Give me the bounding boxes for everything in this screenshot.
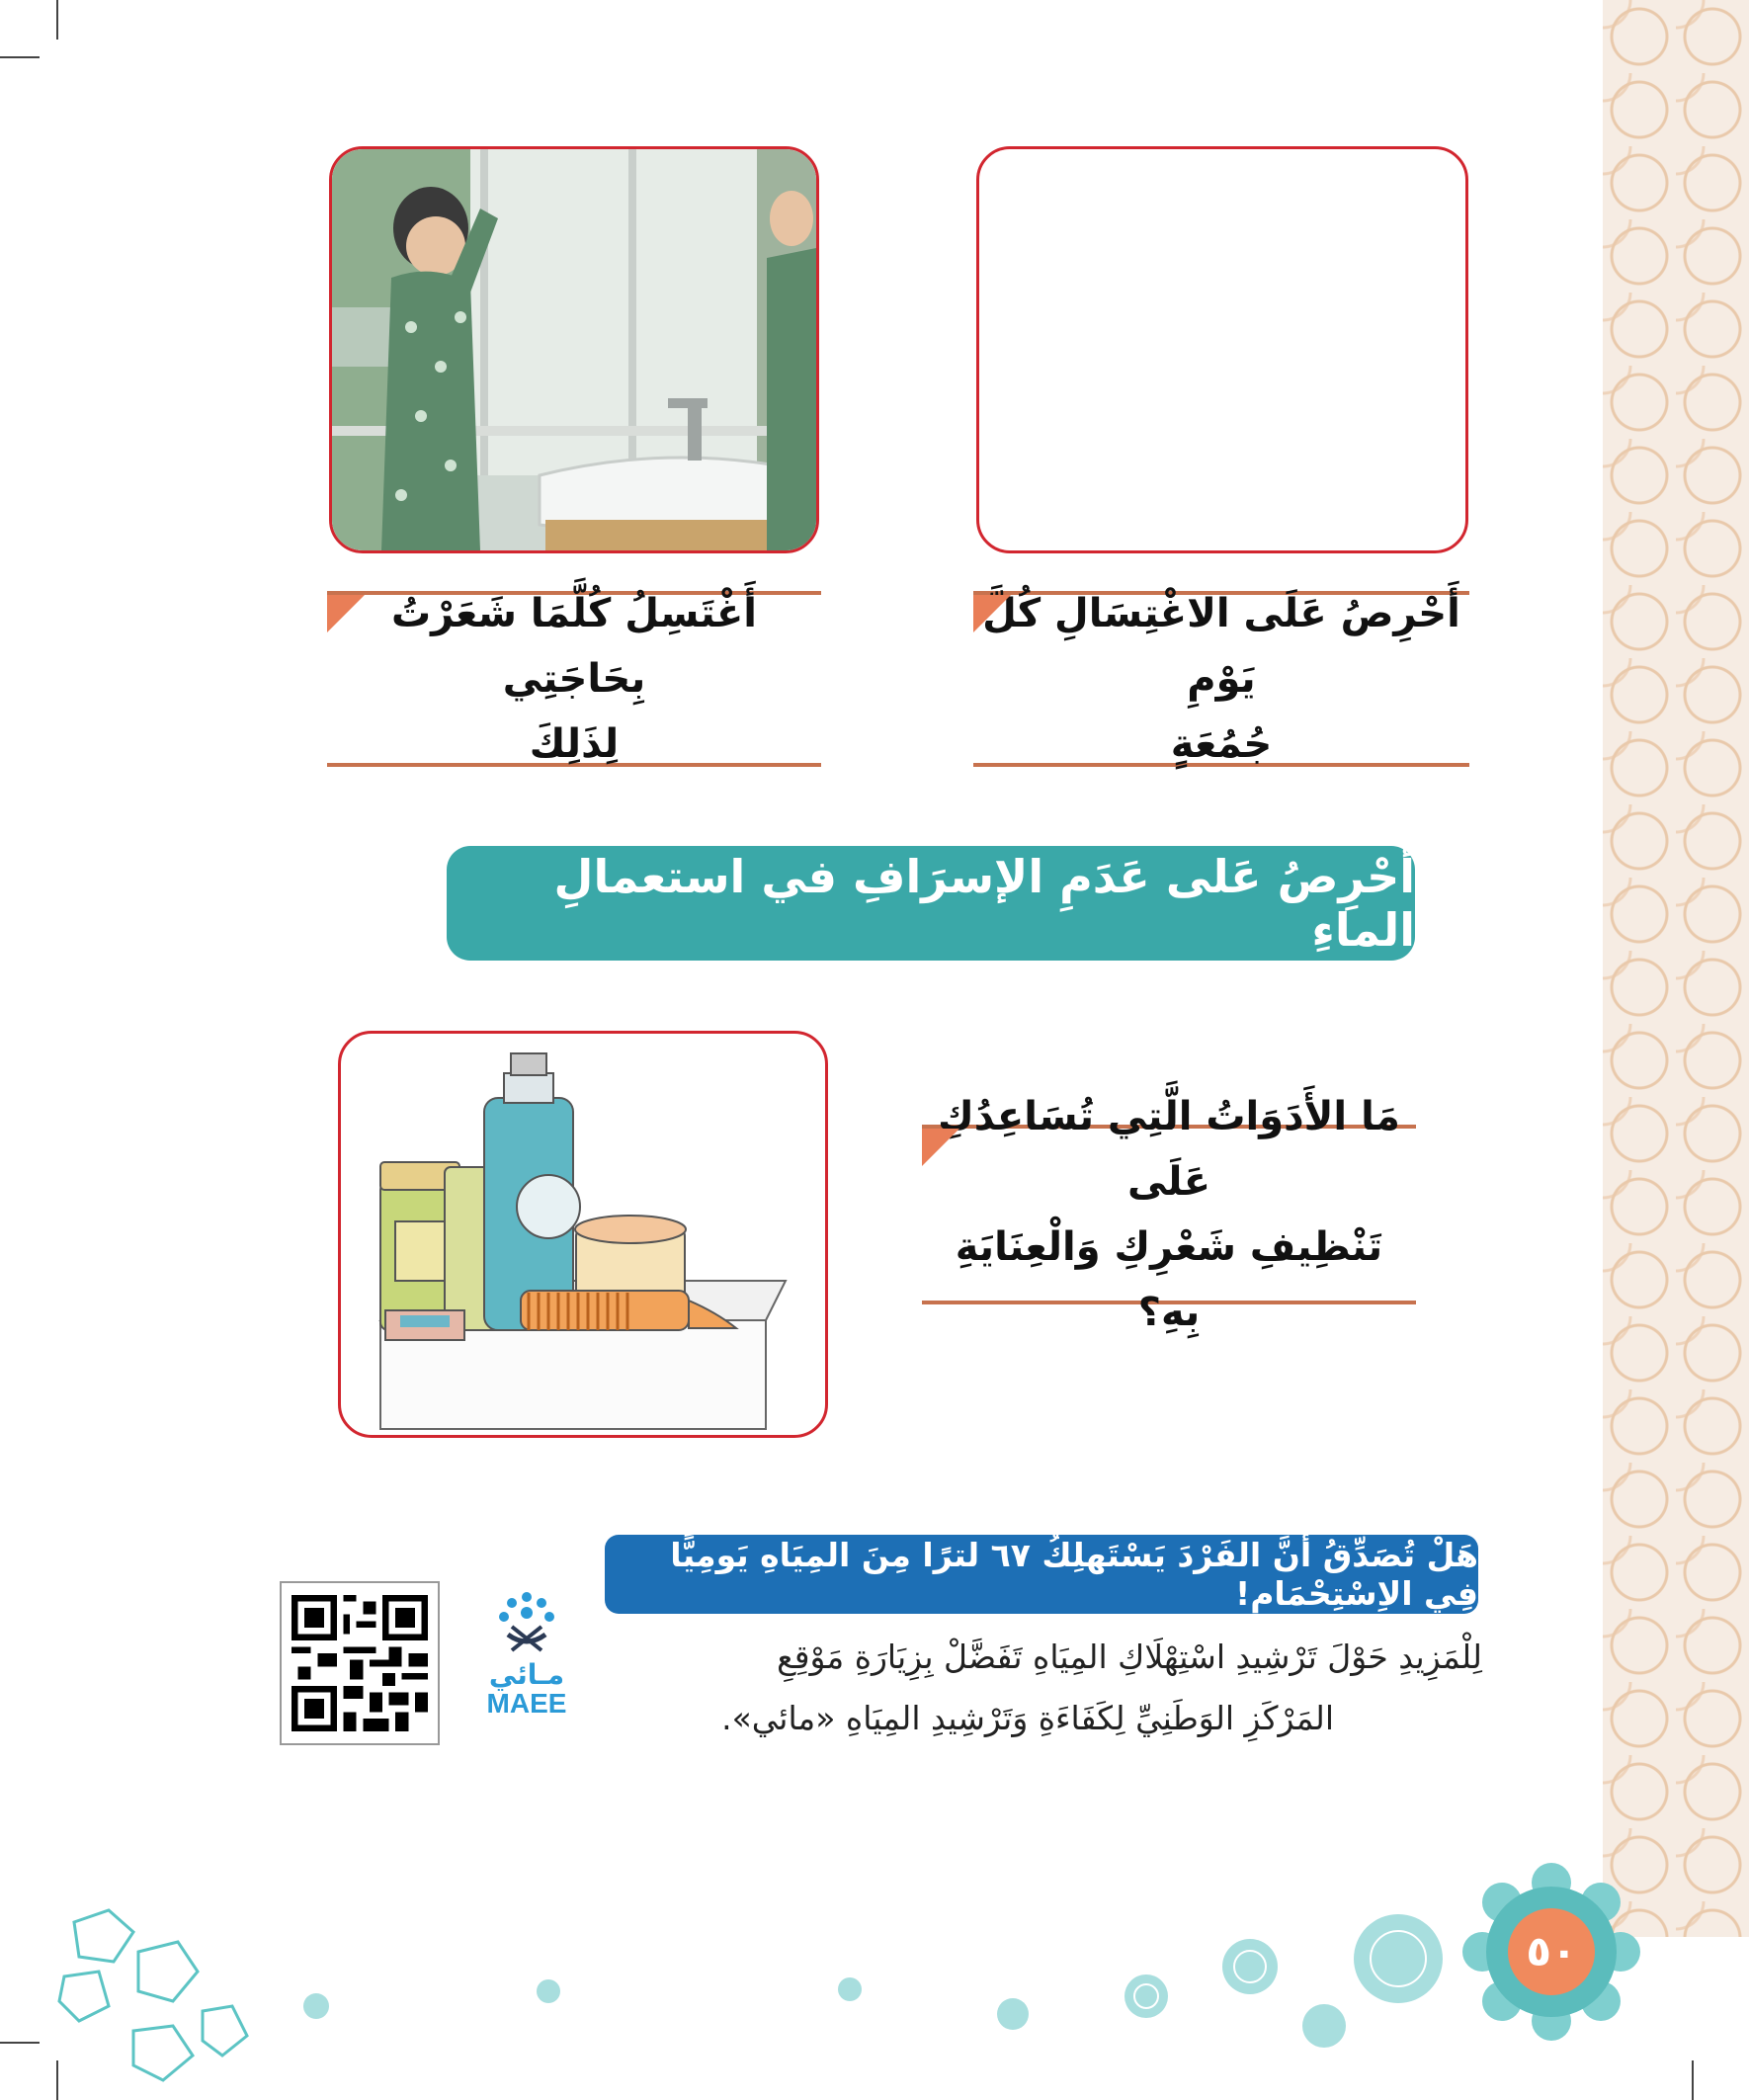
water-drop-logo-icon [482,1587,571,1656]
more-info-text [692,1627,1482,1749]
boy-washing-photo [329,146,819,553]
crop-mark [0,56,40,58]
question-line: مَا الأَدَوَاتُ الَّتِي تُسَاعِدُكِ عَلَى [938,1094,1400,1205]
caption-corner-accent [922,1129,959,1166]
fact-banner: هَلْ تُصَدِّقُ أَنَّ الفَرْدَ يَسْتَهلِكُ ٦٧ لترًا مِنَ المِيَاهِ يَومِيًّا فِي الاِسْتِحْمَامِ! [605,1535,1478,1614]
decorative-geometric-outline [54,1902,252,2090]
maee-logo [477,1587,576,1745]
qr-code[interactable] [280,1581,440,1745]
logo-latin-text: MAEE [486,1688,567,1719]
caption-bath-when-needed [327,591,821,767]
question-line: تَنْظِيفِ شَعْرِكِ وَالْعِنَايَةِ بِهِ؟ [955,1224,1383,1335]
page-number-badge [1462,1863,1640,2041]
hair-tools-question [922,1094,1416,1335]
logo-arabic-text: مـائي [488,1658,565,1691]
caption-line: جُمُعَةٍ [1170,721,1273,767]
empty-image-frame [976,146,1468,553]
qr-code-icon [292,1593,428,1733]
caption-friday-bath [973,591,1469,767]
crop-mark [0,2042,40,2044]
page-number: ٥٠ [1526,1927,1577,1975]
crop-mark [1692,2060,1694,2100]
decorative-side-pattern [1603,0,1749,1937]
caption-line: أَحْرِصُ عَلَى الاغْتِسَالِ كُلَّ يَوْمِ [982,591,1460,702]
crop-mark [56,0,58,40]
info-line: لِلْمَزِيدِ حَوْلَ تَرْشِيدِ اسْتِهْلَاكِ المِيَاهِ تَفَضَّلْ بِزِيَارَةِ مَوْقِعِ [777,1638,1482,1676]
caption-line: أَغْتَسِلُ كُلَّمَا شَعَرْتُ بِحَاجَتِي [390,591,758,702]
caption-corner-accent [327,595,365,632]
hair-tools-image-frame [338,1031,828,1438]
water-saving-banner: أَحْرِصُ عَلى عَدَمِ الإسرَافِ في استعمالِ الماءِ [447,846,1415,961]
info-line: المَرْكَزِ الوَطَنِيِّ لِكَفَاءَةِ وَتَرْشِيدِ المِيَاهِ «مائي». [721,1699,1334,1737]
caption-corner-accent [973,595,1011,632]
hair-care-items-illustration [341,1034,825,1435]
caption-line: لِذَلِكَ [529,721,620,767]
boy-at-sink-illustration [332,149,816,550]
